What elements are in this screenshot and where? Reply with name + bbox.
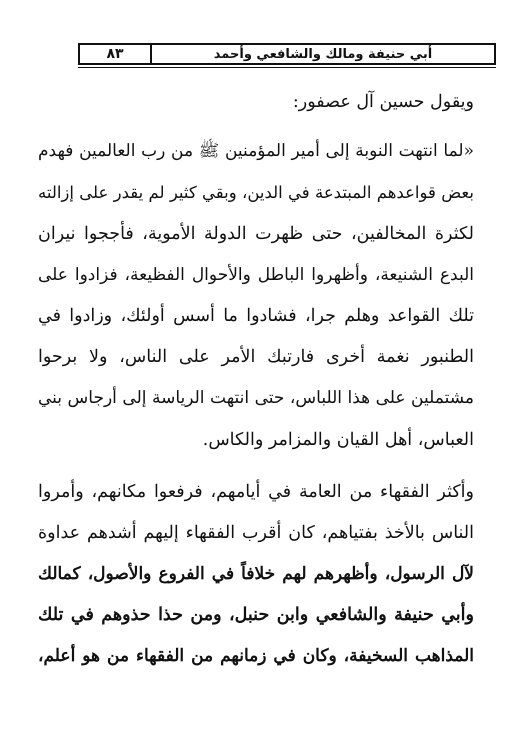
paragraph1-line-1: «لما انتهت النوبة إلى أمير المؤمنين ﷺ من رب العالمين فهدم — [38, 141, 474, 161]
paragraph1-line-5: تلك القواعد وهلم جرا، فشادوا ما أسس أولئك، وزادوا في — [38, 306, 474, 326]
paragraph1-line-6: الطنبور نغمة أخرى فارتبك الأمر على الناس، ولا برحوا — [38, 347, 474, 367]
header-rule — [78, 67, 496, 68]
paragraph1-line-2: بعض قواعدهم المبتدعة في الدين، وبقي كثير لم يقدر على إزالته — [38, 183, 474, 202]
header-title: أبي حنيفة ومالك والشافعي وأحمد — [213, 46, 433, 62]
paragraph2-line-1: وأكثر الفقهاء من العامة في أيامهم، فرفعوا مكانهم، وأمروا — [38, 482, 474, 502]
paragraph2-line-2: الناس بالأخذ بفتياهم، كان أقرب الفقهاء إليهم أشدهم عداوة — [38, 523, 474, 543]
paragraph1-line-3: لكثرة المخالفين، حتى ظهرت الدولة الأموية، فأججوا نيران — [38, 224, 474, 244]
paragraph2-line-5: المذاهب السخيفة، وكان في زمانهم من الفقهاء من هو أعلم، — [38, 646, 474, 666]
paragraph2-line-3: لآل الرسول، وأظهرهم لهم خلافاً في الفروع والأصول، كمالك — [38, 564, 474, 584]
page-number: ٨٣ — [106, 46, 124, 62]
header-divider — [150, 45, 152, 63]
paragraph1-line-7: مشتملين على هذا اللباس، حتى انتهت الرياسة إلى أرجاس بني — [38, 388, 474, 408]
paragraph2-line-4: وأبي حنيفة والشافعي وابن حنبل، ومن حذا حذوهم في تلك — [38, 605, 474, 625]
paragraph1-line-8: العباس، أهل القيان والمزامر والكاس. — [202, 430, 474, 450]
running-header — [78, 43, 496, 65]
intro-line: ويقول حسين آل عصفور: — [292, 92, 474, 112]
paragraph1-line-4: البدع الشنيعة، وأظهروا الباطل والأحوال الفظيعة، فزادوا على — [38, 265, 474, 285]
